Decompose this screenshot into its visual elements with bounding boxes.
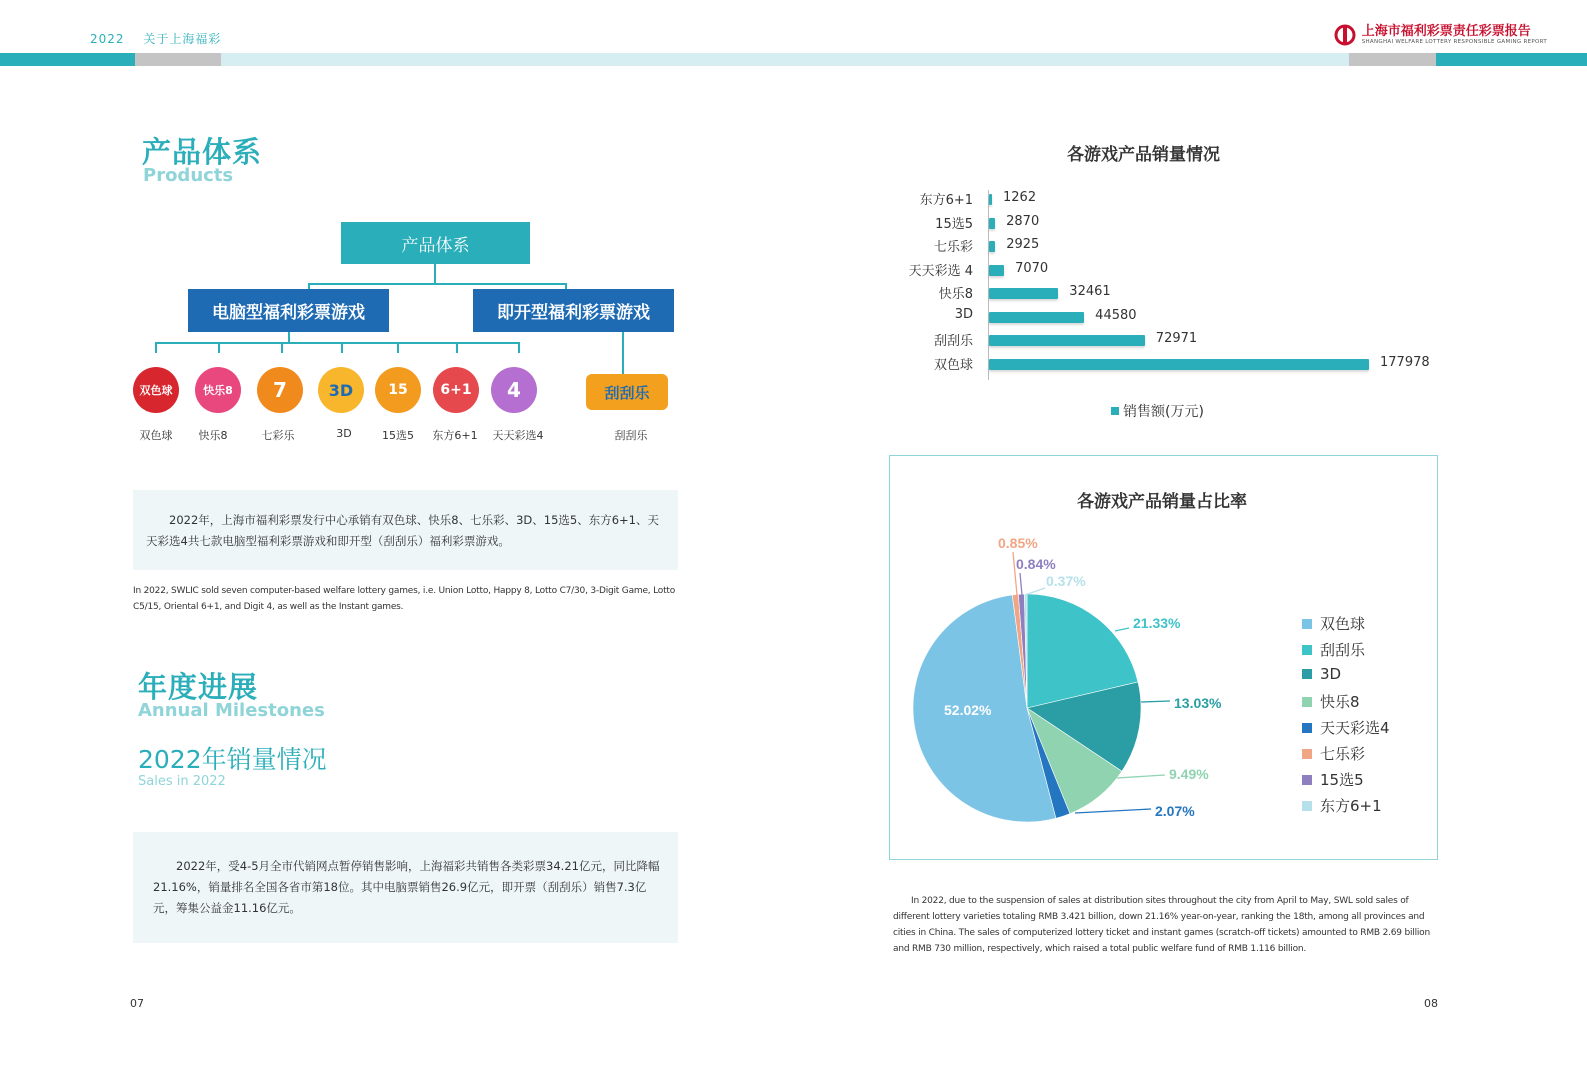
pie-value-label: 0.37% bbox=[1046, 573, 1086, 589]
pie-value-label: 21.33% bbox=[1133, 615, 1181, 631]
bar-value-label: 44580 bbox=[1095, 307, 1137, 323]
header-band-gray-left bbox=[135, 53, 221, 66]
pie-legend-label: 3D bbox=[1320, 665, 1342, 683]
milestones-subtitle: Annual Milestones bbox=[138, 700, 325, 721]
bar-chart-legend bbox=[1111, 401, 1204, 421]
bar-category-label: 快乐8 bbox=[938, 287, 973, 302]
pie-leader-line bbox=[1025, 588, 1045, 595]
legend-swatch bbox=[1302, 723, 1312, 733]
pie-legend-item bbox=[1302, 691, 1360, 712]
products-paragraph-cn: 2022年，上海市福利彩票发行中心承销有双色球、快乐8、七乐彩、3D、15选5、东方6+1、天天彩选4共七款电脑型福利彩票游戏和即开型（刮刮乐）福利彩票游戏。 bbox=[146, 513, 659, 548]
pie-leader-line bbox=[1141, 701, 1170, 702]
pie-value-label: 13.03% bbox=[1174, 695, 1222, 711]
bar-mark bbox=[989, 265, 1004, 276]
tree-connector bbox=[218, 342, 220, 353]
legend-swatch bbox=[1302, 749, 1312, 759]
bar-mark bbox=[989, 194, 992, 205]
tree-connector bbox=[434, 264, 436, 284]
bar-value-label: 2925 bbox=[1006, 237, 1040, 252]
header-band-accent-right bbox=[1436, 53, 1587, 66]
bar-category-label: 天天彩选 4 bbox=[908, 263, 973, 279]
pie-leader-line bbox=[1075, 809, 1151, 813]
game-label: 双色球 bbox=[139, 429, 173, 442]
pie-legend-label: 快乐8 bbox=[1320, 693, 1360, 711]
legend-swatch bbox=[1302, 619, 1312, 629]
header-year: 2022 bbox=[90, 32, 125, 46]
pie-legend-label: 东方6+1 bbox=[1320, 797, 1382, 815]
game-logo-happy8: 快乐8 bbox=[195, 367, 241, 413]
bar-value-label: 2870 bbox=[1006, 213, 1040, 229]
tree-branch-computer: 电脑型福利彩票游戏 bbox=[188, 289, 389, 332]
game-label: 15选5 bbox=[382, 429, 414, 442]
game-logo-scratch: 刮刮乐 bbox=[586, 374, 668, 410]
pie-legend-item bbox=[1302, 639, 1365, 660]
bar-mark bbox=[989, 359, 1369, 370]
welfare-lottery-logo-icon bbox=[1334, 24, 1356, 46]
milestones-paragraph-en: In 2022, due to the suspension of sales at distribution sites throughout the city from April to May, SWL sold sales of different lottery varieties totaling RMB 3.421 billion, down 21.16% year-on-year, ranking the 18th, among all provinces and cities in China. The sales of computerized lottery ticket and instant games (scratch-off tickets) amounted to RMB 2.69 billion and RMB 730 million, respectively, which raised a total public welfare fund of RMB 1.116 billion. bbox=[893, 896, 1430, 954]
milestones-title: 年度进展 bbox=[138, 670, 259, 704]
game-label: 刮刮乐 bbox=[614, 429, 648, 442]
header-section: 关于上海福彩 bbox=[143, 32, 222, 46]
game-logo-oriental61: 6+1 bbox=[433, 367, 479, 413]
pie-value-label: 52.02% bbox=[944, 702, 992, 718]
bar-value-label: 1262 bbox=[1003, 190, 1037, 205]
game-label: 东方6+1 bbox=[432, 429, 478, 442]
legend-swatch bbox=[1302, 775, 1312, 785]
header-breadcrumb bbox=[90, 30, 235, 47]
brand-logo bbox=[1334, 24, 1547, 46]
bar-mark bbox=[989, 241, 995, 252]
game-logo-digit4: 4 bbox=[491, 367, 537, 413]
tree-connector bbox=[622, 332, 624, 375]
game-logo-15x5: 15 bbox=[375, 367, 421, 413]
milestones-paragraph-cn: 2022年，受4-5月全市代销网点暂停销售影响，上海福彩共销售各类彩票34.21亿元，同比降幅21.16%，销量排名全国各省市第18位。其中电脑票销售26.9亿元，即开票（刮刮乐）销售7.3亿元，筹集公益金11.16亿元。 bbox=[153, 859, 660, 915]
tree-connector bbox=[155, 342, 157, 353]
bar-category-label: 3D bbox=[954, 306, 973, 322]
page-number-right: 08 bbox=[1424, 997, 1438, 1010]
tree-connector bbox=[155, 342, 520, 344]
bar-value-label: 72971 bbox=[1155, 331, 1198, 346]
pie-legend-item bbox=[1302, 769, 1364, 790]
bar-chart-title: 各游戏产品销量情况 bbox=[1067, 145, 1220, 165]
pie-legend-item bbox=[1302, 795, 1382, 816]
legend-swatch bbox=[1111, 407, 1119, 415]
bar-mark bbox=[989, 335, 1145, 346]
bar-category-label: 15选5 bbox=[935, 216, 973, 232]
tree-connector bbox=[518, 342, 520, 353]
bar-category-label: 七乐彩 bbox=[933, 240, 973, 255]
pie-value-label: 9.49% bbox=[1169, 766, 1209, 782]
bar-mark bbox=[989, 312, 1084, 323]
header-band-accent-left bbox=[0, 53, 135, 66]
sales-2022-title: 2022年销量情况 bbox=[138, 745, 327, 774]
legend-swatch bbox=[1302, 645, 1312, 655]
pie-legend-label: 天天彩选4 bbox=[1320, 719, 1390, 737]
tree-root-box: 产品体系 bbox=[341, 222, 530, 264]
brand-title-cn: 上海市福利彩票责任彩票报告 bbox=[1361, 23, 1531, 39]
bar-mark bbox=[989, 288, 1058, 299]
products-title: 产品体系 bbox=[142, 135, 263, 169]
tree-connector bbox=[281, 342, 283, 353]
tree-connector bbox=[308, 283, 567, 285]
pie-legend-item bbox=[1302, 743, 1365, 764]
pie-leader-line bbox=[1115, 628, 1129, 631]
bar-category-label: 东方6+1 bbox=[919, 193, 973, 208]
game-logo-qilecai: 7 bbox=[257, 367, 303, 413]
tree-connector bbox=[397, 342, 399, 353]
legend-swatch bbox=[1302, 697, 1312, 707]
bar-category-label: 刮刮乐 bbox=[933, 334, 973, 349]
bar-value-label: 177978 bbox=[1380, 354, 1430, 370]
pie-legend-label: 刮刮乐 bbox=[1320, 641, 1366, 659]
pie-legend-item bbox=[1302, 613, 1365, 634]
pie-legend-label: 15选5 bbox=[1320, 771, 1364, 789]
tree-branch-instant: 即开型福利彩票游戏 bbox=[473, 289, 674, 332]
products-subtitle: Products bbox=[143, 165, 234, 186]
game-logo-union-lotto: 双色球 bbox=[133, 367, 179, 413]
bar-legend-label: 销售额(万元) bbox=[1123, 404, 1204, 420]
pie-legend-label: 七乐彩 bbox=[1320, 745, 1366, 763]
game-label: 快乐8 bbox=[198, 429, 228, 442]
bar-value-label: 32461 bbox=[1069, 284, 1111, 299]
products-paragraph-en: In 2022, SWLIC sold seven computer-based welfare lottery games, i.e. Union Lotto, Happy 8, Lotto C7/30, 3-Digit Game, Lotto C5/15, Oriental 6+1, and Digit 4, as well as the Instant games. bbox=[133, 586, 676, 612]
tree-connector bbox=[341, 342, 343, 353]
bar-value-label: 7070 bbox=[1015, 260, 1049, 276]
page-number-left: 07 bbox=[130, 997, 144, 1010]
bar-mark bbox=[989, 218, 995, 229]
pie-legend-label: 双色球 bbox=[1320, 615, 1366, 633]
pie-leader-line bbox=[1117, 775, 1165, 778]
header-band-gray-right bbox=[1349, 53, 1436, 66]
pie-legend-item bbox=[1302, 665, 1341, 683]
brand-title-en: SHANGHAI WELFARE LOTTERY RESPONSIBLE GAMING REPORT bbox=[1361, 38, 1547, 45]
sales-2022-subtitle: Sales in 2022 bbox=[138, 774, 226, 789]
game-label: 七彩乐 bbox=[261, 429, 295, 442]
legend-swatch bbox=[1302, 669, 1312, 679]
bar-category-label: 双色球 bbox=[933, 357, 973, 373]
tree-connector bbox=[456, 342, 458, 353]
pie-chart-title: 各游戏产品销量占比率 bbox=[1077, 492, 1247, 512]
pie-leader-line bbox=[1020, 573, 1022, 595]
game-label: 天天彩选4 bbox=[492, 429, 544, 442]
game-label: 3D bbox=[336, 427, 352, 440]
pie-value-label: 0.85% bbox=[998, 535, 1038, 551]
game-logo-3d: 3D bbox=[318, 367, 364, 413]
pie-legend-item bbox=[1302, 717, 1390, 738]
pie-value-label: 0.84% bbox=[1016, 556, 1056, 572]
pie-value-label: 2.07% bbox=[1155, 803, 1195, 819]
legend-swatch bbox=[1302, 801, 1312, 811]
bar-chart bbox=[880, 185, 1480, 385]
